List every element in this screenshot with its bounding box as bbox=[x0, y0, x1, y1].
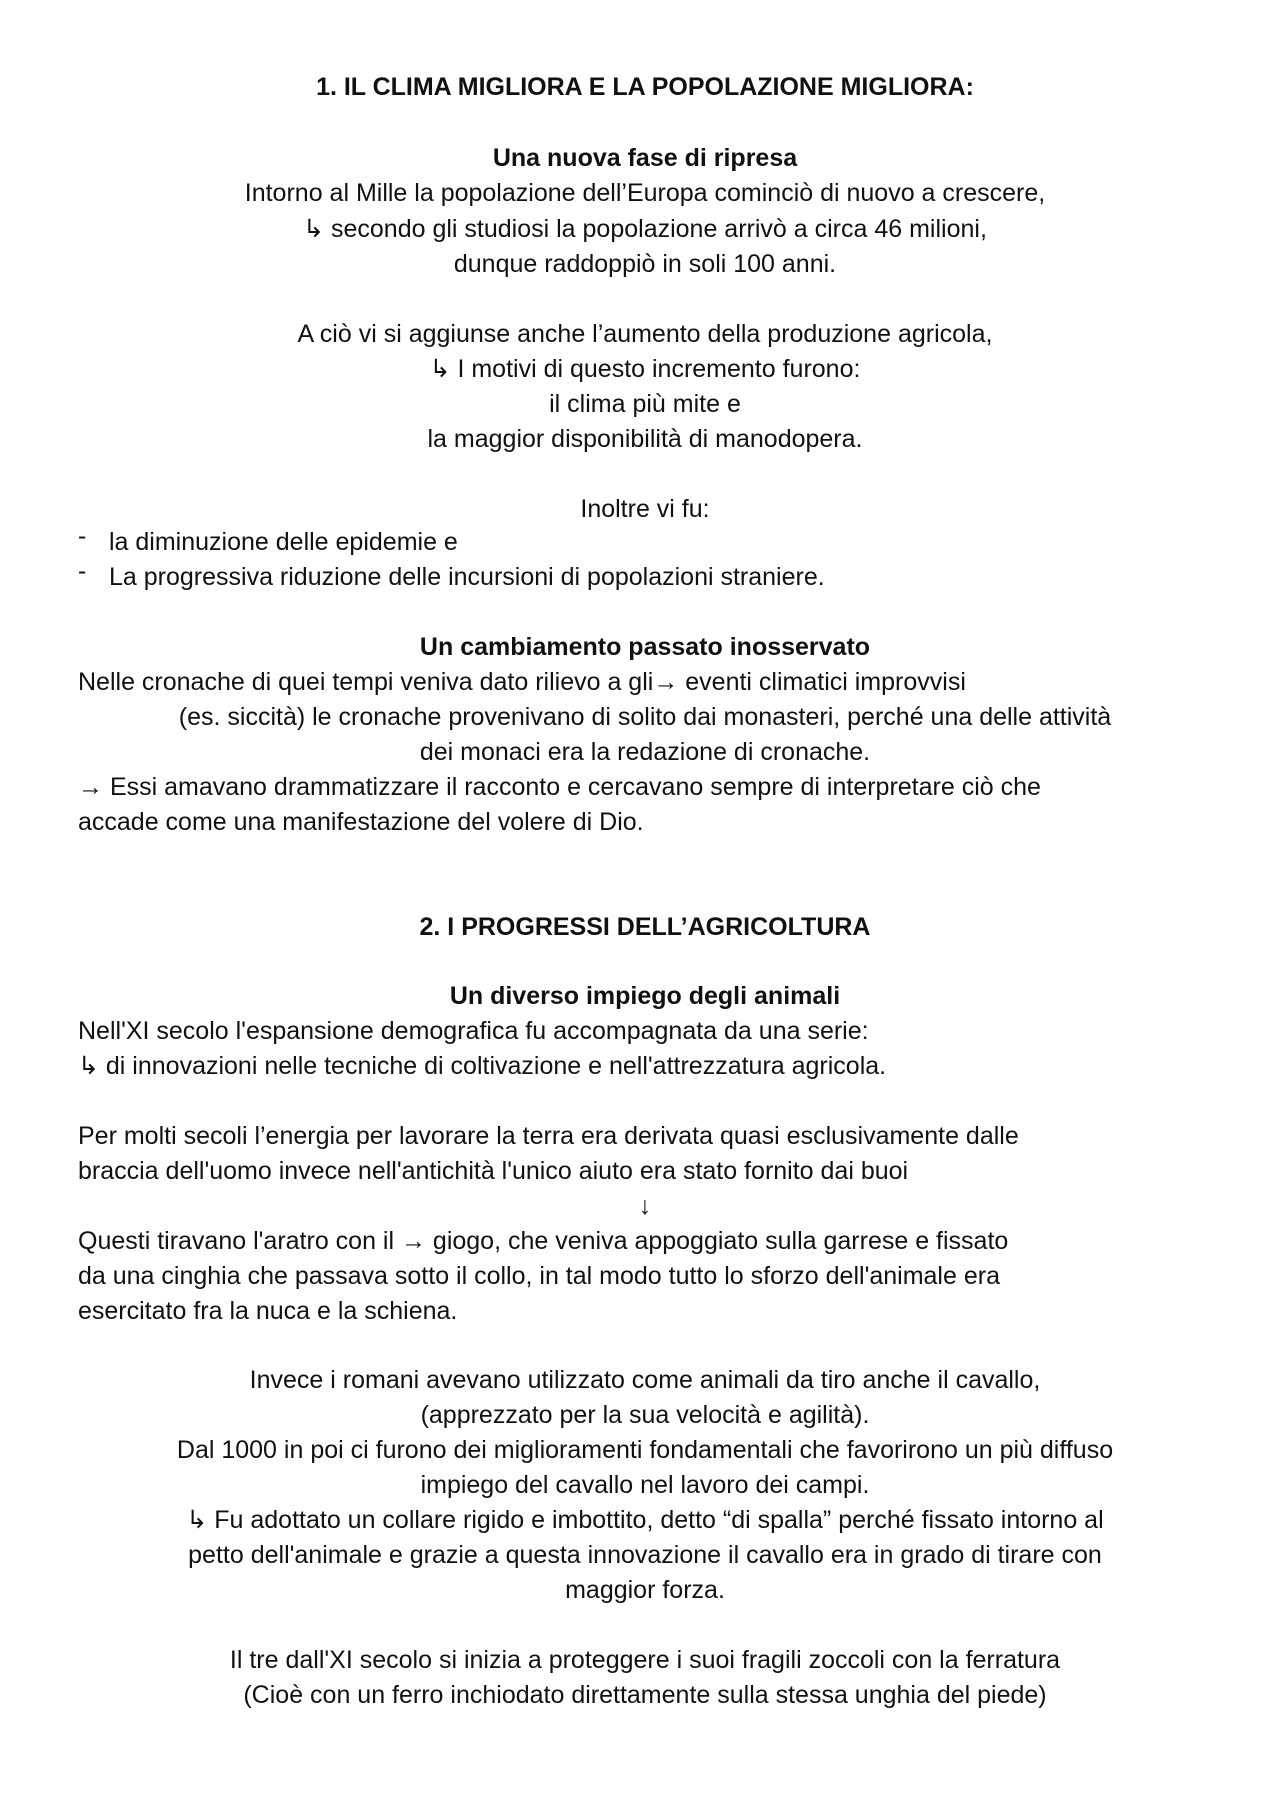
text-line: Il tre dall'XI secolo si inizia a proteggere i suoi fragili zoccoli con la ferratura bbox=[229, 1646, 1061, 1674]
text-line: il clima più mite e bbox=[549, 390, 741, 418]
bullet-text: la diminuzione delle epidemie e bbox=[109, 528, 458, 556]
text-line: (Cioè con un ferro inchiodato direttamente sulla stessa unghia del piede) bbox=[243, 1681, 1047, 1709]
section-2-title: 2. I PROGRESSI DELL’AGRICOLTURA bbox=[419, 913, 871, 941]
text-line: Invece i romani avevano utilizzato come animali da tiro anche il cavallo, bbox=[249, 1366, 1041, 1394]
text-line: Dal 1000 in poi ci furono dei miglioramenti fondamentali che favorirono un più diffuso bbox=[176, 1436, 1114, 1464]
text-line: da una cinghia che passava sotto il collo, in tal modo tutto lo sforzo dell'animale era bbox=[78, 1262, 1000, 1290]
text-line: accade come una manifestazione del volere di Dio. bbox=[78, 808, 644, 836]
dash-bullet-icon: - bbox=[78, 557, 87, 585]
text-line: braccia dell'uomo invece nell'antichità l'unico aiuto era stato fornito dai buoi bbox=[78, 1157, 909, 1185]
text-line: Nelle cronache di quei tempi veniva dato rilievo a gli→ eventi climatici improvvisi bbox=[78, 668, 966, 696]
text-line: Inoltre vi fu: bbox=[580, 495, 710, 523]
text-line: Questi tiravano l'aratro con il → giogo, che veniva appoggiato sulla garrese e fissato bbox=[78, 1227, 1009, 1255]
text-line: ↳ Fu adottato un collare rigido e imbottito, detto “di spalla” perché fissato intorno al bbox=[186, 1506, 1104, 1534]
text-line: Intorno al Mille la popolazione dell’Europa cominciò di nuovo a crescere, bbox=[244, 179, 1046, 207]
text-line: la maggior disponibilità di manodopera. bbox=[427, 425, 863, 453]
text-line: A ciò vi si aggiunse anche l’aumento della produzione agricola, bbox=[297, 320, 993, 348]
text-line: ↳ di innovazioni nelle tecniche di coltivazione e nell'attrezzatura agricola. bbox=[78, 1052, 887, 1080]
text-line: Per molti secoli l’energia per lavorare la terra era derivata quasi esclusivamente dalle bbox=[78, 1122, 1019, 1150]
subheading-cambiamento: Un cambiamento passato inosservato bbox=[419, 633, 871, 661]
down-arrow-icon: ↓ bbox=[638, 1192, 652, 1220]
text-line: → Essi amavano drammatizzare il racconto e cercavano sempre di interpretare ciò che bbox=[78, 773, 1041, 801]
bullet-text: La progressiva riduzione delle incursioni di popolazioni straniere. bbox=[109, 563, 825, 591]
text-line: ↳ secondo gli studiosi la popolazione arrivò a circa 46 milioni, bbox=[303, 215, 987, 243]
section-1-title: 1. IL CLIMA MIGLIORA E LA POPOLAZIONE MIGLIORA: bbox=[316, 73, 974, 101]
text-line: impiego del cavallo nel lavoro dei campi. bbox=[420, 1471, 870, 1499]
subheading-nuova-fase: Una nuova fase di ripresa bbox=[492, 144, 798, 172]
text-line: dei monaci era la redazione di cronache. bbox=[419, 738, 871, 766]
text-line: (es. siccità) le cronache provenivano di solito dai monasteri, perché una delle attività bbox=[178, 703, 1112, 731]
text-line: Nell'XI secolo l'espansione demografica fu accompagnata da una serie: bbox=[78, 1017, 869, 1045]
text-line: maggior forza. bbox=[565, 1576, 725, 1604]
subheading-animali: Un diverso impiego degli animali bbox=[449, 982, 841, 1010]
dash-bullet-icon: - bbox=[78, 522, 87, 550]
text-line: ↳ I motivi di questo incremento furono: bbox=[429, 355, 861, 383]
text-line: (apprezzato per la sua velocità e agilità). bbox=[420, 1401, 870, 1429]
text-line: dunque raddoppiò in soli 100 anni. bbox=[453, 250, 837, 278]
text-line: petto dell'animale e grazie a questa innovazione il cavallo era in grado di tirare con bbox=[188, 1541, 1102, 1569]
text-line: esercitato fra la nuca e la schiena. bbox=[78, 1297, 458, 1325]
